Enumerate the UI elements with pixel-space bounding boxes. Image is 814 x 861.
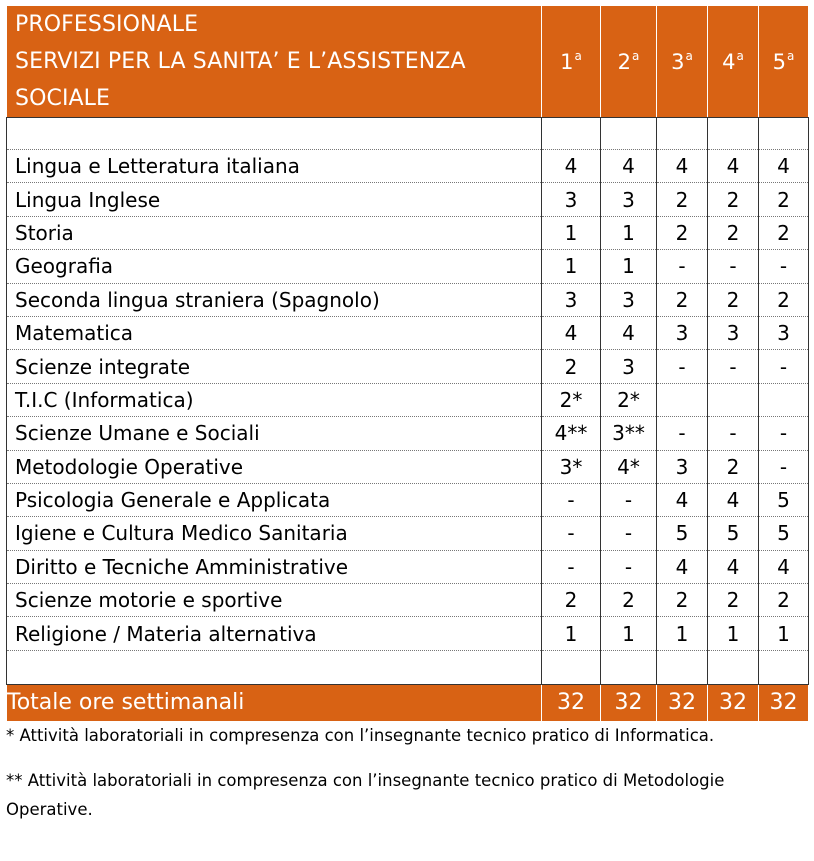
empty-row (7, 650, 809, 684)
hours-year-4: - (708, 417, 759, 450)
hours-year-5: 5 (759, 483, 809, 516)
year-header-5: 5$^a$ (759, 6, 809, 118)
hours-year-3: 3 (657, 316, 708, 349)
hours-year-2: 1 (601, 216, 657, 249)
year-header-4: 4$^a$ (708, 6, 759, 118)
hours-year-3: - (657, 417, 708, 450)
hours-year-4 (708, 383, 759, 416)
total-value: 32 (708, 684, 759, 721)
hours-year-5: 1 (759, 617, 809, 650)
hours-year-2: - (601, 550, 657, 583)
total-value: 32 (601, 684, 657, 721)
course-title (7, 6, 542, 118)
hours-year-4: 2 (708, 450, 759, 483)
subject-name: Storia (7, 216, 542, 249)
hours-year-5: 2 (759, 584, 809, 617)
hours-year-3: 2 (657, 183, 708, 216)
hours-year-1: - (542, 550, 601, 583)
hours-year-4: 4 (708, 150, 759, 183)
subject-name: Lingua Inglese (7, 183, 542, 216)
subject-name: Scienze motorie e sportive (7, 584, 542, 617)
hours-year-3: 4 (657, 150, 708, 183)
hours-year-4: - (708, 250, 759, 283)
year-header-2: 2$^a$ (601, 6, 657, 118)
hours-year-5 (759, 383, 809, 416)
hours-year-4: 3 (708, 316, 759, 349)
subject-name: Seconda lingua straniera (Spagnolo) (7, 283, 542, 316)
table-header-row (7, 6, 809, 118)
table-row (7, 283, 809, 316)
hours-year-4: 2 (708, 183, 759, 216)
hours-year-5: 2 (759, 283, 809, 316)
curriculum-document (6, 6, 808, 824)
table-row (7, 550, 809, 583)
hours-year-4: - (708, 350, 759, 383)
weekly-hours-table (6, 6, 809, 721)
hours-year-3: 2 (657, 584, 708, 617)
hours-year-1: - (542, 517, 601, 550)
hours-year-1: 2 (542, 350, 601, 383)
year-header-1: 1$^a$ (542, 6, 601, 118)
hours-year-1: 1 (542, 216, 601, 249)
hours-year-5: - (759, 350, 809, 383)
hours-year-4: 4 (708, 550, 759, 583)
hours-year-1: 4 (542, 316, 601, 349)
total-value: 32 (542, 684, 601, 721)
table-row (7, 183, 809, 216)
hours-year-2: - (601, 517, 657, 550)
hours-year-4: 2 (708, 584, 759, 617)
hours-year-1: 4 (542, 150, 601, 183)
hours-year-2: 1 (601, 250, 657, 283)
hours-year-5: - (759, 417, 809, 450)
hours-year-2: 4* (601, 450, 657, 483)
hours-year-3 (657, 383, 708, 416)
hours-year-1: 4** (542, 417, 601, 450)
hours-year-5: 2 (759, 216, 809, 249)
hours-year-3: 4 (657, 483, 708, 516)
hours-year-2: 3 (601, 350, 657, 383)
hours-year-4: 2 (708, 283, 759, 316)
subject-name: Diritto e Tecniche Amministrative (7, 550, 542, 583)
hours-year-2: 3 (601, 283, 657, 316)
hours-year-1: 3 (542, 283, 601, 316)
hours-year-4: 2 (708, 216, 759, 249)
subject-name: Scienze integrate (7, 350, 542, 383)
hours-year-2: 4 (601, 316, 657, 349)
empty-row (7, 118, 809, 150)
hours-year-5: - (759, 450, 809, 483)
hours-year-1: 1 (542, 250, 601, 283)
subject-name: Geografia (7, 250, 542, 283)
hours-year-3: - (657, 250, 708, 283)
hours-year-3: 5 (657, 517, 708, 550)
hours-year-3: 1 (657, 617, 708, 650)
course-title-line: SERVIZI PER LA SANITA’ E L’ASSISTENZA (15, 49, 466, 74)
subject-name: Religione / Materia alternativa (7, 617, 542, 650)
hours-year-5: 4 (759, 550, 809, 583)
table-row (7, 617, 809, 650)
hours-year-5: - (759, 250, 809, 283)
hours-year-5: 5 (759, 517, 809, 550)
total-row (7, 684, 809, 721)
footnotes (6, 721, 808, 824)
hours-year-5: 3 (759, 316, 809, 349)
total-value: 32 (657, 684, 708, 721)
hours-year-5: 2 (759, 183, 809, 216)
table-row (7, 584, 809, 617)
total-value: 32 (759, 684, 809, 721)
hours-year-2: 1 (601, 617, 657, 650)
subject-name: Scienze Umane e Sociali (7, 417, 542, 450)
hours-year-2: 3** (601, 417, 657, 450)
table-row (7, 150, 809, 183)
subject-name: Metodologie Operative (7, 450, 542, 483)
hours-year-2: 3 (601, 183, 657, 216)
hours-year-4: 4 (708, 483, 759, 516)
table-row (7, 383, 809, 416)
subject-name: Igiene e Cultura Medico Sanitaria (7, 517, 542, 550)
hours-year-3: 4 (657, 550, 708, 583)
hours-year-2: 2 (601, 584, 657, 617)
subject-name: Matematica (7, 316, 542, 349)
course-title-line: PROFESSIONALE (15, 12, 199, 37)
hours-year-1: - (542, 483, 601, 516)
hours-year-3: 2 (657, 216, 708, 249)
hours-year-4: 1 (708, 617, 759, 650)
table-row (7, 350, 809, 383)
footnote-informatica: * Attività laboratoriali in compresenza con l’insegnante tecnico pratico di Informatica. (6, 725, 715, 745)
hours-year-4: 5 (708, 517, 759, 550)
table-row (7, 417, 809, 450)
hours-year-3: 2 (657, 283, 708, 316)
hours-year-2: - (601, 483, 657, 516)
table-row (7, 450, 809, 483)
hours-year-1: 2 (542, 584, 601, 617)
footnote-metodologie: ** Attività laboratoriali in compresenza con l’insegnante tecnico pratico di Metodologie Operative. (6, 770, 725, 819)
table-row (7, 250, 809, 283)
course-title-line: SOCIALE (15, 86, 111, 111)
hours-year-2: 2* (601, 383, 657, 416)
hours-year-1: 3 (542, 183, 601, 216)
hours-year-1: 2* (542, 383, 601, 416)
hours-year-5: 4 (759, 150, 809, 183)
table-row (7, 316, 809, 349)
subject-name: Psicologia Generale e Applicata (7, 483, 542, 516)
table-row (7, 517, 809, 550)
hours-year-2: 4 (601, 150, 657, 183)
total-label: Totale ore settimanali (7, 684, 542, 721)
table-row (7, 216, 809, 249)
hours-year-3: - (657, 350, 708, 383)
hours-year-1: 1 (542, 617, 601, 650)
subject-name: Lingua e Letteratura italiana (7, 150, 542, 183)
year-header-3: 3$^a$ (657, 6, 708, 118)
table-row (7, 483, 809, 516)
subject-name: T.I.C (Informatica) (7, 383, 542, 416)
hours-year-1: 3* (542, 450, 601, 483)
hours-year-3: 3 (657, 450, 708, 483)
